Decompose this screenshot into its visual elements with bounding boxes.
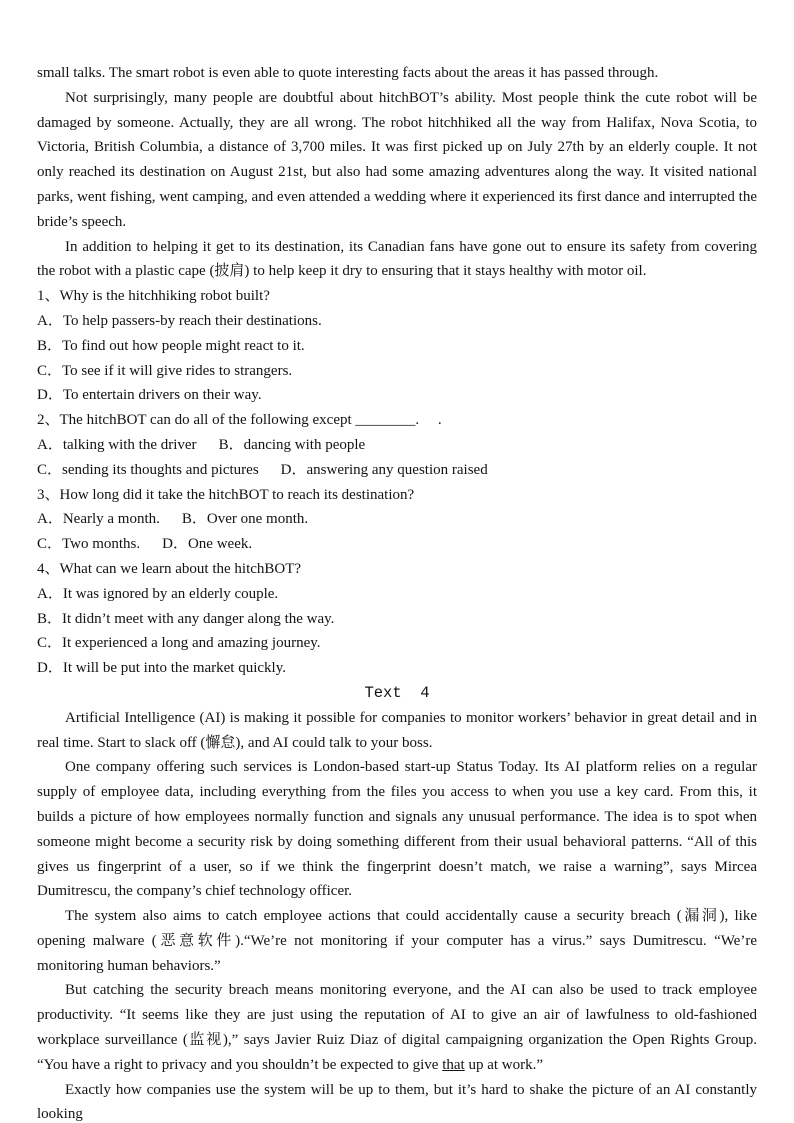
paragraph-continuation: small talks. The smart robot is even able to quote interesting facts about the areas it has passed through. [37, 65, 659, 81]
option-d: D．It will be put into the market quickly. [37, 660, 286, 677]
question-1-option-row [37, 309, 757, 334]
option-b: B．dancing with people [218, 436, 366, 453]
question-3-option-row [37, 507, 757, 532]
paragraph-text: But catching the security breach means monitoring everyone, and the AI can also be used to track employee productivity. “It seems like they are just using the reputation of AI to give an air of lawfulness to old-fashioned workplace surveillance (监视),” says Javier Ruiz Diaz of digital campaigning organization the Open Rights Group. “You have a right to privacy and you shouldn’t be expected to give [37, 982, 757, 1073]
question-1-option-row [37, 334, 757, 359]
paragraph: The system also aims to catch employee actions that could accidentally cause a security breach (漏洞), like opening malware (恶意软件).“We’re not monitoring if your computer has a virus.” says Dumitrescu. “We’re monitoring human behaviors.” [37, 908, 757, 974]
option-a: A．talking with the driver [37, 436, 197, 453]
option-d: D．One week. [162, 536, 253, 553]
question-2-option-row [37, 433, 757, 458]
option-a: A．To help passers-by reach their destinations. [37, 312, 322, 329]
question-2-option-row [37, 458, 757, 483]
question-4-option-row [37, 607, 757, 632]
question-2-stem: 2、The hitchBOT can do all of the following except ________. . [37, 412, 442, 429]
paragraph-text: up at work.” [464, 1056, 544, 1073]
question-4-option-row [37, 656, 757, 681]
question-4-stem: 4、What can we learn about the hitchBOT? [37, 560, 302, 577]
text4-section-heading: Text 4 [364, 683, 430, 702]
option-c: C．sending its thoughts and pictures [37, 461, 259, 478]
question-3-stem: 3、How long did it take the hitchBOT to reach its destination? [37, 486, 415, 503]
question-3-option-row [37, 532, 757, 557]
paragraph: One company offering such services is London-based start-up Status Today. Its AI platform relies on a regular supply of employee data, including everything from the files you access to when you use a key card. From this, it builds a picture of how employees normally function and signals any unusual performance. The idea is to spot when someone might become a security risk by doing something different from their usual behavioral patterns. “All of this gives us fingerprint of a user, so if we think the fingerprint doesn’t match, we raise a warning”, says Mircea Dumitrescu, the company’s chief technology officer. [37, 759, 757, 900]
option-d: D．answering any question raised [280, 461, 488, 478]
option-c: C．To see if it will give rides to strangers. [37, 362, 293, 379]
paragraph: Not surprisingly, many people are doubtful about hitchBOT’s ability. Most people think the cute robot will be damaged by someone. Actually, they are all wrong. The robot hitchhiked all the way from Halifax, Nova Scotia, to Victoria, British Columbia, a distance of 3,700 miles. It was first picked up on July 27th by an elderly couple. It not only reached its destination on August 21st, but also had some amazing adventures along the way. It visited national parks, went fishing, went camping, and even attended a wedding where it experienced its first dance and interrupted the bride’s speech. [37, 89, 757, 230]
paragraph: Exactly how companies use the system will be up to them, but it’s hard to shake the picture of an AI constantly looking [37, 1081, 757, 1123]
question-4-option-row [37, 631, 757, 656]
option-b: B．To find out how people might react to it. [37, 337, 305, 354]
underlined-word: that [442, 1056, 465, 1073]
option-c: C．Two months. [37, 536, 141, 553]
option-b: B．It didn’t meet with any danger along the way. [37, 610, 335, 627]
option-a: A．Nearly a month. [37, 511, 160, 528]
question-1-option-row [37, 359, 757, 384]
question-1-option-row [37, 383, 757, 408]
option-d: D．To entertain drivers on their way. [37, 387, 262, 404]
option-c: C．It experienced a long and amazing journey. [37, 635, 321, 652]
paragraph: Artificial Intelligence (AI) is making it possible for companies to monitor workers’ behavior in great detail and in real time. Start to slack off (懈怠), and AI could talk to your boss. [37, 709, 757, 751]
paragraph [37, 978, 757, 1077]
question-1-stem: 1、Why is the hitchhiking robot built? [37, 288, 270, 305]
question-4-option-row [37, 582, 757, 607]
option-a: A．It was ignored by an elderly couple. [37, 585, 279, 602]
option-b: B．Over one month. [181, 511, 309, 528]
paragraph: In addition to helping it get to its destination, its Canadian fans have gone out to ensure its safety from covering the robot with a plastic cape (披肩) to help keep it dry to ensuring that it stays healthy with motor oil. [37, 238, 757, 280]
